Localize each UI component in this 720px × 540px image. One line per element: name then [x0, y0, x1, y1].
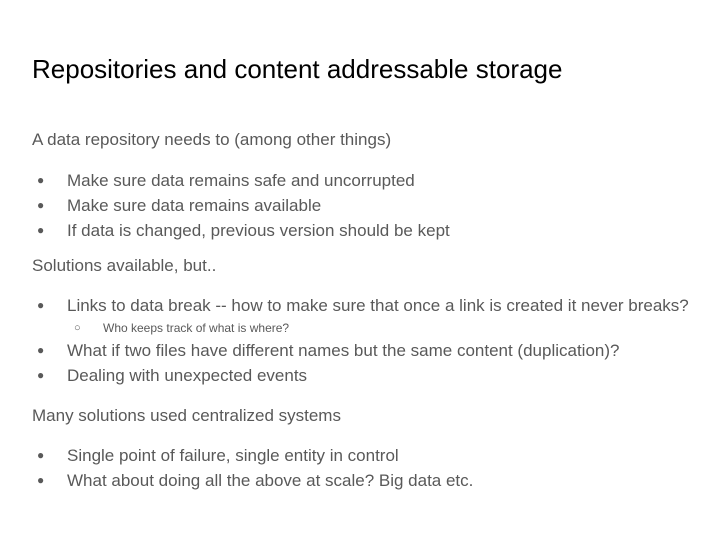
- bullet-icon: ●: [37, 448, 45, 462]
- list-item-text: Make sure data remains available: [67, 196, 322, 215]
- central-heading: Many solutions used centralized systems: [32, 406, 341, 425]
- bullet-icon: ●: [37, 343, 45, 357]
- intro-text: A data repository needs to (among other things): [32, 130, 392, 149]
- slide-body: [32, 127, 692, 493]
- list-item: [32, 168, 692, 193]
- list-item: [32, 363, 692, 388]
- needs-list: [32, 168, 692, 243]
- central-issues-list: [32, 443, 692, 493]
- sub-list-item: [32, 318, 692, 338]
- list-item-text: If data is changed, previous version should be kept: [67, 221, 450, 240]
- list-item: [32, 338, 692, 363]
- sub-list-item-text: Who keeps track of what is where?: [103, 321, 290, 335]
- list-item-text: Links to data break -- how to make sure that once a link is created it never breaks?: [67, 296, 689, 315]
- list-item: [32, 293, 692, 318]
- bullet-icon: ●: [37, 473, 45, 487]
- list-item: [32, 218, 692, 243]
- list-item: [32, 443, 692, 468]
- solutions-heading: Solutions available, but..: [32, 256, 217, 275]
- bullet-icon: ●: [37, 368, 45, 382]
- problems-list: [32, 293, 692, 388]
- list-item: [32, 193, 692, 218]
- list-item-text: Make sure data remains safe and uncorrupted: [67, 171, 415, 190]
- list-item-text: What about doing all the above at scale? Big data etc.: [67, 471, 474, 490]
- list-item-text: What if two files have different names but the same content (duplication)?: [67, 341, 620, 360]
- list-item-text: Dealing with unexpected events: [67, 366, 308, 385]
- bullet-icon: ●: [37, 173, 45, 187]
- slide-title: Repositories and content addressable storage: [32, 54, 563, 84]
- list-item-text: Single point of failure, single entity in control: [67, 446, 399, 465]
- bullet-icon: ●: [37, 298, 45, 312]
- list-item: [32, 468, 692, 493]
- hollow-bullet-icon: ○: [74, 322, 81, 334]
- bullet-icon: ●: [37, 223, 45, 237]
- bullet-icon: ●: [37, 198, 45, 212]
